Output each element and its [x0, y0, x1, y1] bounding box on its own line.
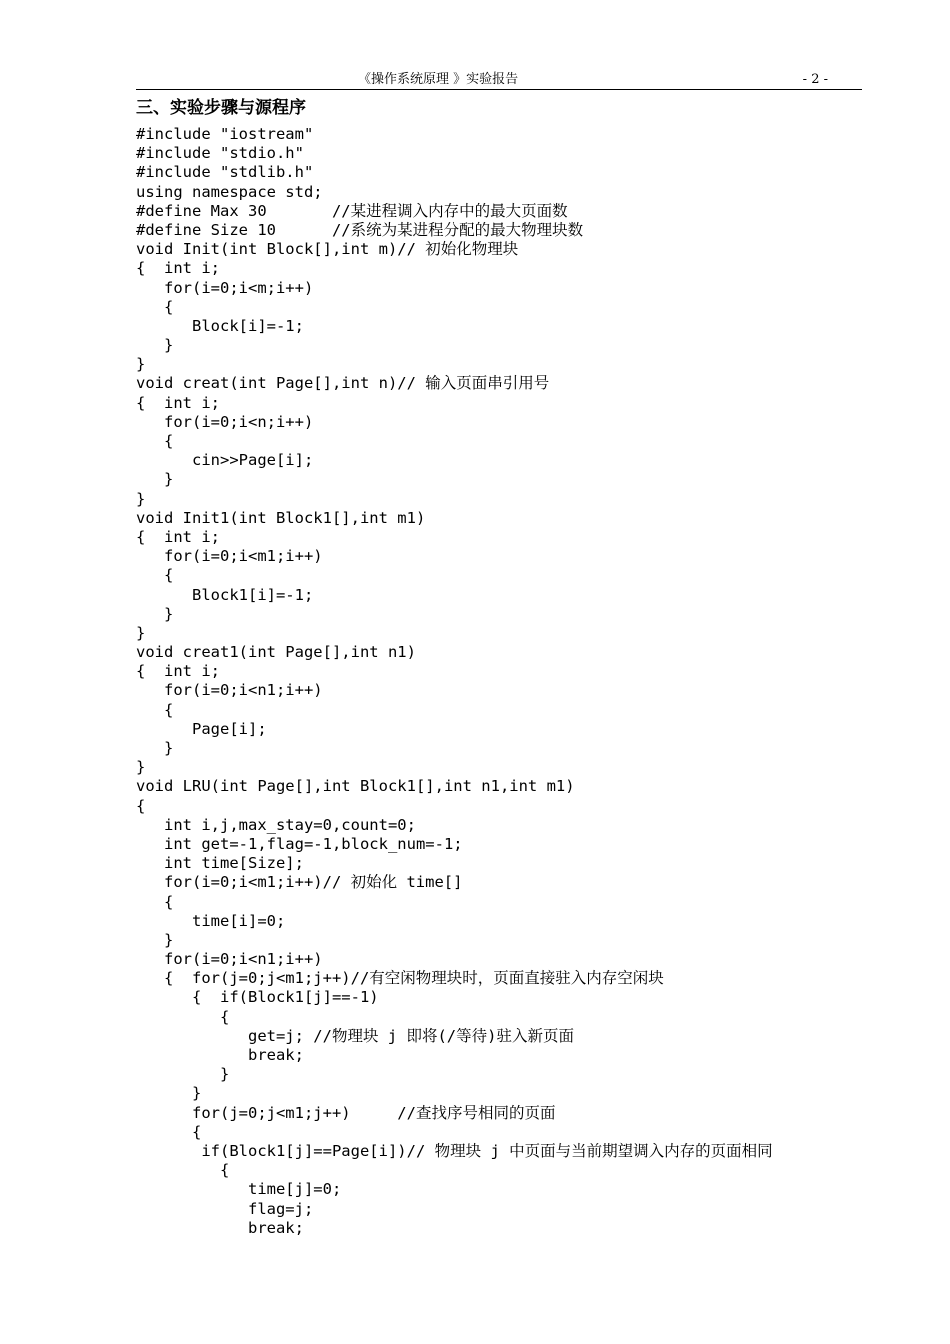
- code-line: flag=j;: [136, 1199, 314, 1218]
- code-line: break;: [136, 1218, 304, 1237]
- code-line: #include "stdlib.h": [136, 163, 314, 182]
- code-line: }: [136, 1084, 202, 1103]
- code-line: { int i;: [136, 662, 220, 681]
- code-line: {: [136, 1122, 202, 1141]
- code-line: }: [136, 930, 174, 949]
- code-line: int time[Size];: [136, 854, 304, 873]
- code-line: #include "stdio.h": [136, 144, 304, 163]
- code-line: void Init(int Block[],int m)// 初始化物理块: [136, 240, 519, 259]
- code-line: {: [136, 1161, 230, 1180]
- code-line: for(i=0;i<m;i++): [136, 278, 314, 297]
- code-line: }: [136, 739, 174, 757]
- code-line: for(i=0;i<m1;i++)// 初始化 time[]: [136, 873, 463, 892]
- code-line: for(j=0;j<m1;j++) //查找序号相同的页面: [136, 1103, 556, 1122]
- code-line: for(i=0;i<n;i++): [136, 412, 314, 431]
- code-line: void LRU(int Page[],int Block1[],int n1,int m1): [136, 777, 575, 796]
- section-title: 三、实验步骤与源程序: [136, 98, 306, 118]
- code-line: Block[i]=-1;: [136, 316, 304, 335]
- code-line: {: [136, 796, 146, 815]
- code-line: {: [136, 297, 174, 316]
- code-line: }: [136, 623, 146, 642]
- code-line: {: [136, 1007, 230, 1026]
- code-line: int i,j,max_stay=0,count=0;: [136, 815, 416, 834]
- code-line: }: [136, 336, 174, 355]
- code-line: time[i]=0;: [136, 911, 286, 930]
- code-line: for(i=0;i<m1;i++): [136, 547, 323, 566]
- code-line: #define Max 30 //某进程调入内存中的最大页面数: [136, 201, 568, 220]
- code-line: for(i=0;i<n1;i++): [136, 950, 323, 969]
- code-line: }: [136, 1065, 230, 1084]
- header-title: 《操作系统原理 》实验报告: [358, 72, 519, 87]
- code-line: }: [136, 355, 146, 374]
- code-line: time[j]=0;: [136, 1180, 342, 1199]
- code-line: Page[i];: [136, 719, 267, 738]
- code-line: {: [136, 700, 174, 719]
- code-line: void Init1(int Block1[],int m1): [136, 508, 426, 527]
- code-line: }: [136, 470, 174, 489]
- code-line: }: [136, 758, 146, 777]
- code-line: cin>>Page[i];: [136, 451, 314, 470]
- code-line: int get=-1,flag=-1,block_num=-1;: [136, 834, 463, 853]
- code-line: { int i;: [136, 259, 220, 278]
- header-page-number: - 2 -: [802, 72, 828, 87]
- code-line: if(Block1[j]==Page[i])// 物理块 j 中页面与当前期望调入内存的页面相同: [136, 1141, 773, 1160]
- code-line: break;: [136, 1046, 304, 1064]
- code-line: }: [136, 604, 174, 623]
- code-line: { int i;: [136, 393, 220, 412]
- code-line: using namespace std;: [136, 182, 323, 201]
- code-line: }: [136, 489, 146, 508]
- code-line: { for(j=0;j<m1;j++)//有空闲物理块时，页面直接驻入内存空闲块: [136, 969, 664, 988]
- code-line: {: [136, 892, 174, 911]
- code-line: { int i;: [136, 527, 220, 546]
- code-line: void creat1(int Page[],int n1): [136, 643, 416, 662]
- code-line: Block1[i]=-1;: [136, 585, 314, 604]
- code-line: #include "iostream": [136, 125, 314, 143]
- code-line: for(i=0;i<n1;i++): [136, 681, 323, 700]
- page-header: [136, 70, 862, 90]
- code-line: {: [136, 566, 174, 585]
- code-line: get=j; //物理块 j 即将(/等待)驻入新页面: [136, 1026, 574, 1045]
- code-block: [136, 125, 856, 1238]
- code-line: {: [136, 432, 174, 450]
- code-line: void creat(int Page[],int n)// 输入页面串引用号: [136, 374, 550, 393]
- code-line: { if(Block1[j]==-1): [136, 988, 379, 1007]
- code-line: #define Size 10 //系统为某进程分配的最大物理块数: [136, 220, 584, 239]
